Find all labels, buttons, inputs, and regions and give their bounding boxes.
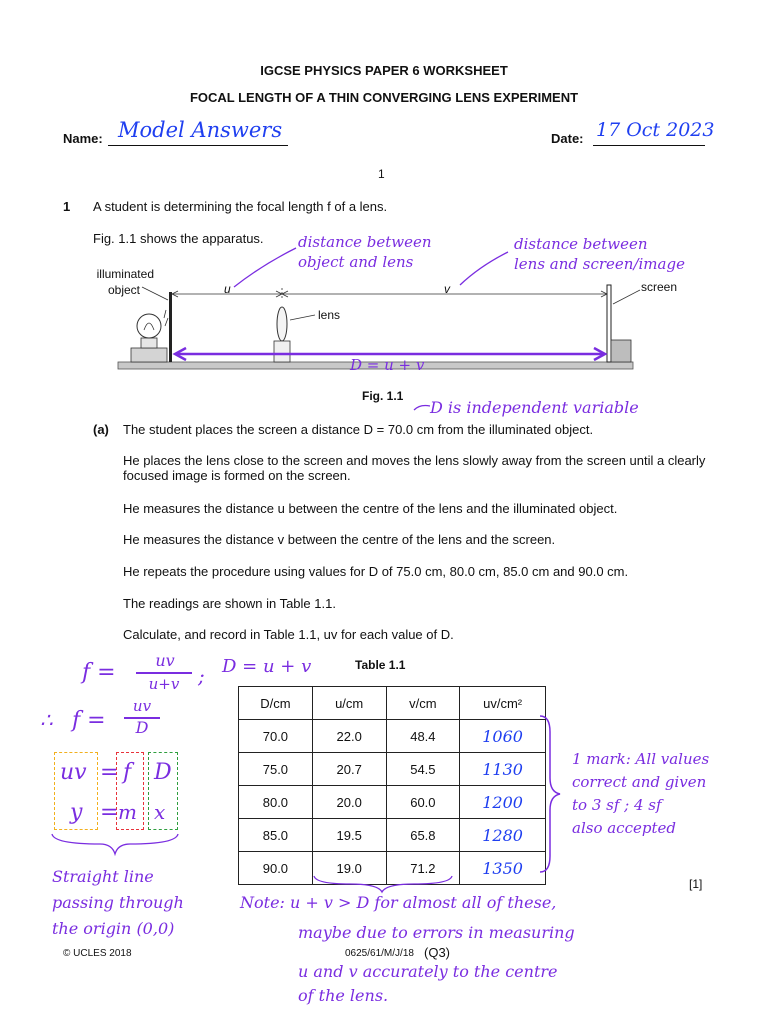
question-reference: (Q3) [424,945,450,960]
lens-shape [277,307,287,341]
page-number: 1 [378,167,385,181]
table-row: 75.0 20.7 54.5 1130 [239,753,546,786]
eq1-numerator: uv [155,651,175,670]
eq1-fraction-bar [136,672,192,674]
label-lens: lens [318,308,341,322]
header-u: u/cm [335,695,364,711]
table-row: 90.0 19.0 71.2 1350 [239,852,546,885]
screen-plate [607,285,611,362]
bottom-brace [300,874,470,894]
annotation-D: D = u + v [350,356,425,374]
box-m: m [118,800,137,824]
note-line-2: maybe due to errors in measuring [298,923,575,942]
note-straight-line: Straight line passing through the origin (0,0) [52,867,184,938]
lamp-bulb [137,314,161,338]
screen-block [611,340,631,362]
figure-caption: Fig. 1.1 [362,389,404,403]
part-a-p7: Calculate, and record in Table 1.1, uv for each value of D. [123,627,454,642]
eq2-numerator: uv [132,697,152,715]
label-u: u [224,282,231,296]
label-screen: screen [641,280,678,294]
annotation-u: distance between object and lens [298,233,432,271]
question-number: 1 [63,199,71,214]
table-row: 80.0 20.0 60.0 1200 [239,786,546,819]
part-a-p1: The student places the screen a distance D = 70.0 cm from the illuminated object. [123,422,594,437]
eq2-denominator: D [135,718,149,737]
date-value: 17 Oct 2023 [596,119,715,141]
box-y: y [70,800,83,825]
marks-allocation: [1] [689,877,703,891]
eq1-D: D = u + v [222,656,312,677]
eq2-f: f = [72,708,106,733]
label-illuminated-object: illuminated object [96,267,154,297]
uv-answer: 1200 [460,786,546,819]
bracket-under-boxes [0,830,200,860]
date-label: Date: [551,131,584,146]
box-x: x [154,800,166,824]
note-line-1: Note: u + v > D for almost all of these, [240,893,557,912]
worksheet-title: IGCSE PHYSICS PAPER 6 WORKSHEET [260,63,508,78]
annotation-u-pointer [234,248,296,287]
uv-answer: 1060 [460,720,546,753]
header-uv: uv/cm² [483,695,523,711]
object-plate [169,292,172,362]
part-a-p6: The readings are shown in Table 1.1. [123,596,336,611]
table-row: 70.0 22.0 48.4 1060 [239,720,546,753]
eq1-separator: ; [198,664,205,688]
note-marks: 1 mark: All values correct and given to 3 sf ; 4 sf also accepted [572,750,710,837]
header-D: D/cm [260,695,291,711]
lamp-holder [141,338,157,348]
results-table [238,686,546,885]
eq1-f: f = [82,660,116,685]
worksheet-subtitle: FOCAL LENGTH OF A THIN CONVERGING LENS EXPERIMENT [189,90,579,105]
paper-code: 0625/61/M/J/18 [345,948,414,959]
annotation-v-pointer [460,252,508,285]
part-a-p5: He repeats the procedure using values for D of 75.0 cm, 80.0 cm, 85.0 cm and 90.0 cm. [123,564,629,579]
label-v: v [444,282,450,296]
note-line-4: of the lens. [298,986,389,1005]
question-intro: A student is determining the focal length f of a lens. [93,199,388,214]
box-f: f [123,760,132,785]
uv-answer: 1130 [460,753,546,786]
name-label: Name: [63,131,103,146]
box-D: D [154,760,172,785]
part-a-p3: He measures the distance u between the centre of the lens and the illuminated object. [123,501,618,516]
box-equals-2: = [100,800,119,825]
table-header-row [239,687,546,720]
annotation-v: distance between lens and screen/image [514,235,685,273]
copyright: © UCLES 2018 [63,948,132,959]
part-a-p4: He measures the distance v between the centre of the lens and the screen. [123,532,556,547]
eq2-therefore: ∴ [40,708,53,732]
box-uv: uv [60,760,87,785]
box-equals-1: = [100,760,119,785]
uv-answer: 1280 [460,819,546,852]
table-title: Table 1.1 [355,658,406,672]
annotation-independent: D is independent variable [430,398,639,417]
table-row: 85.0 19.5 65.8 1280 [239,819,546,852]
header-v: v/cm [409,695,437,711]
lens-holder [274,341,290,362]
object-pointer [142,287,168,300]
right-brace [536,712,570,876]
part-a-label: (a) [93,422,109,437]
eq1-denominator: u+v [148,675,180,693]
name-value: Model Answers [118,118,283,142]
figure-intro: Fig. 1.1 shows the apparatus. [93,231,264,246]
lamp-base [131,348,167,362]
part-a-p2: He places the lens close to the screen and moves the lens slowly away from the screen until a clearly focused image is formed on the screen. [123,453,706,483]
uv-answer: 1350 [460,852,546,885]
note-line-3: u and v accurately to the centre [298,962,558,981]
